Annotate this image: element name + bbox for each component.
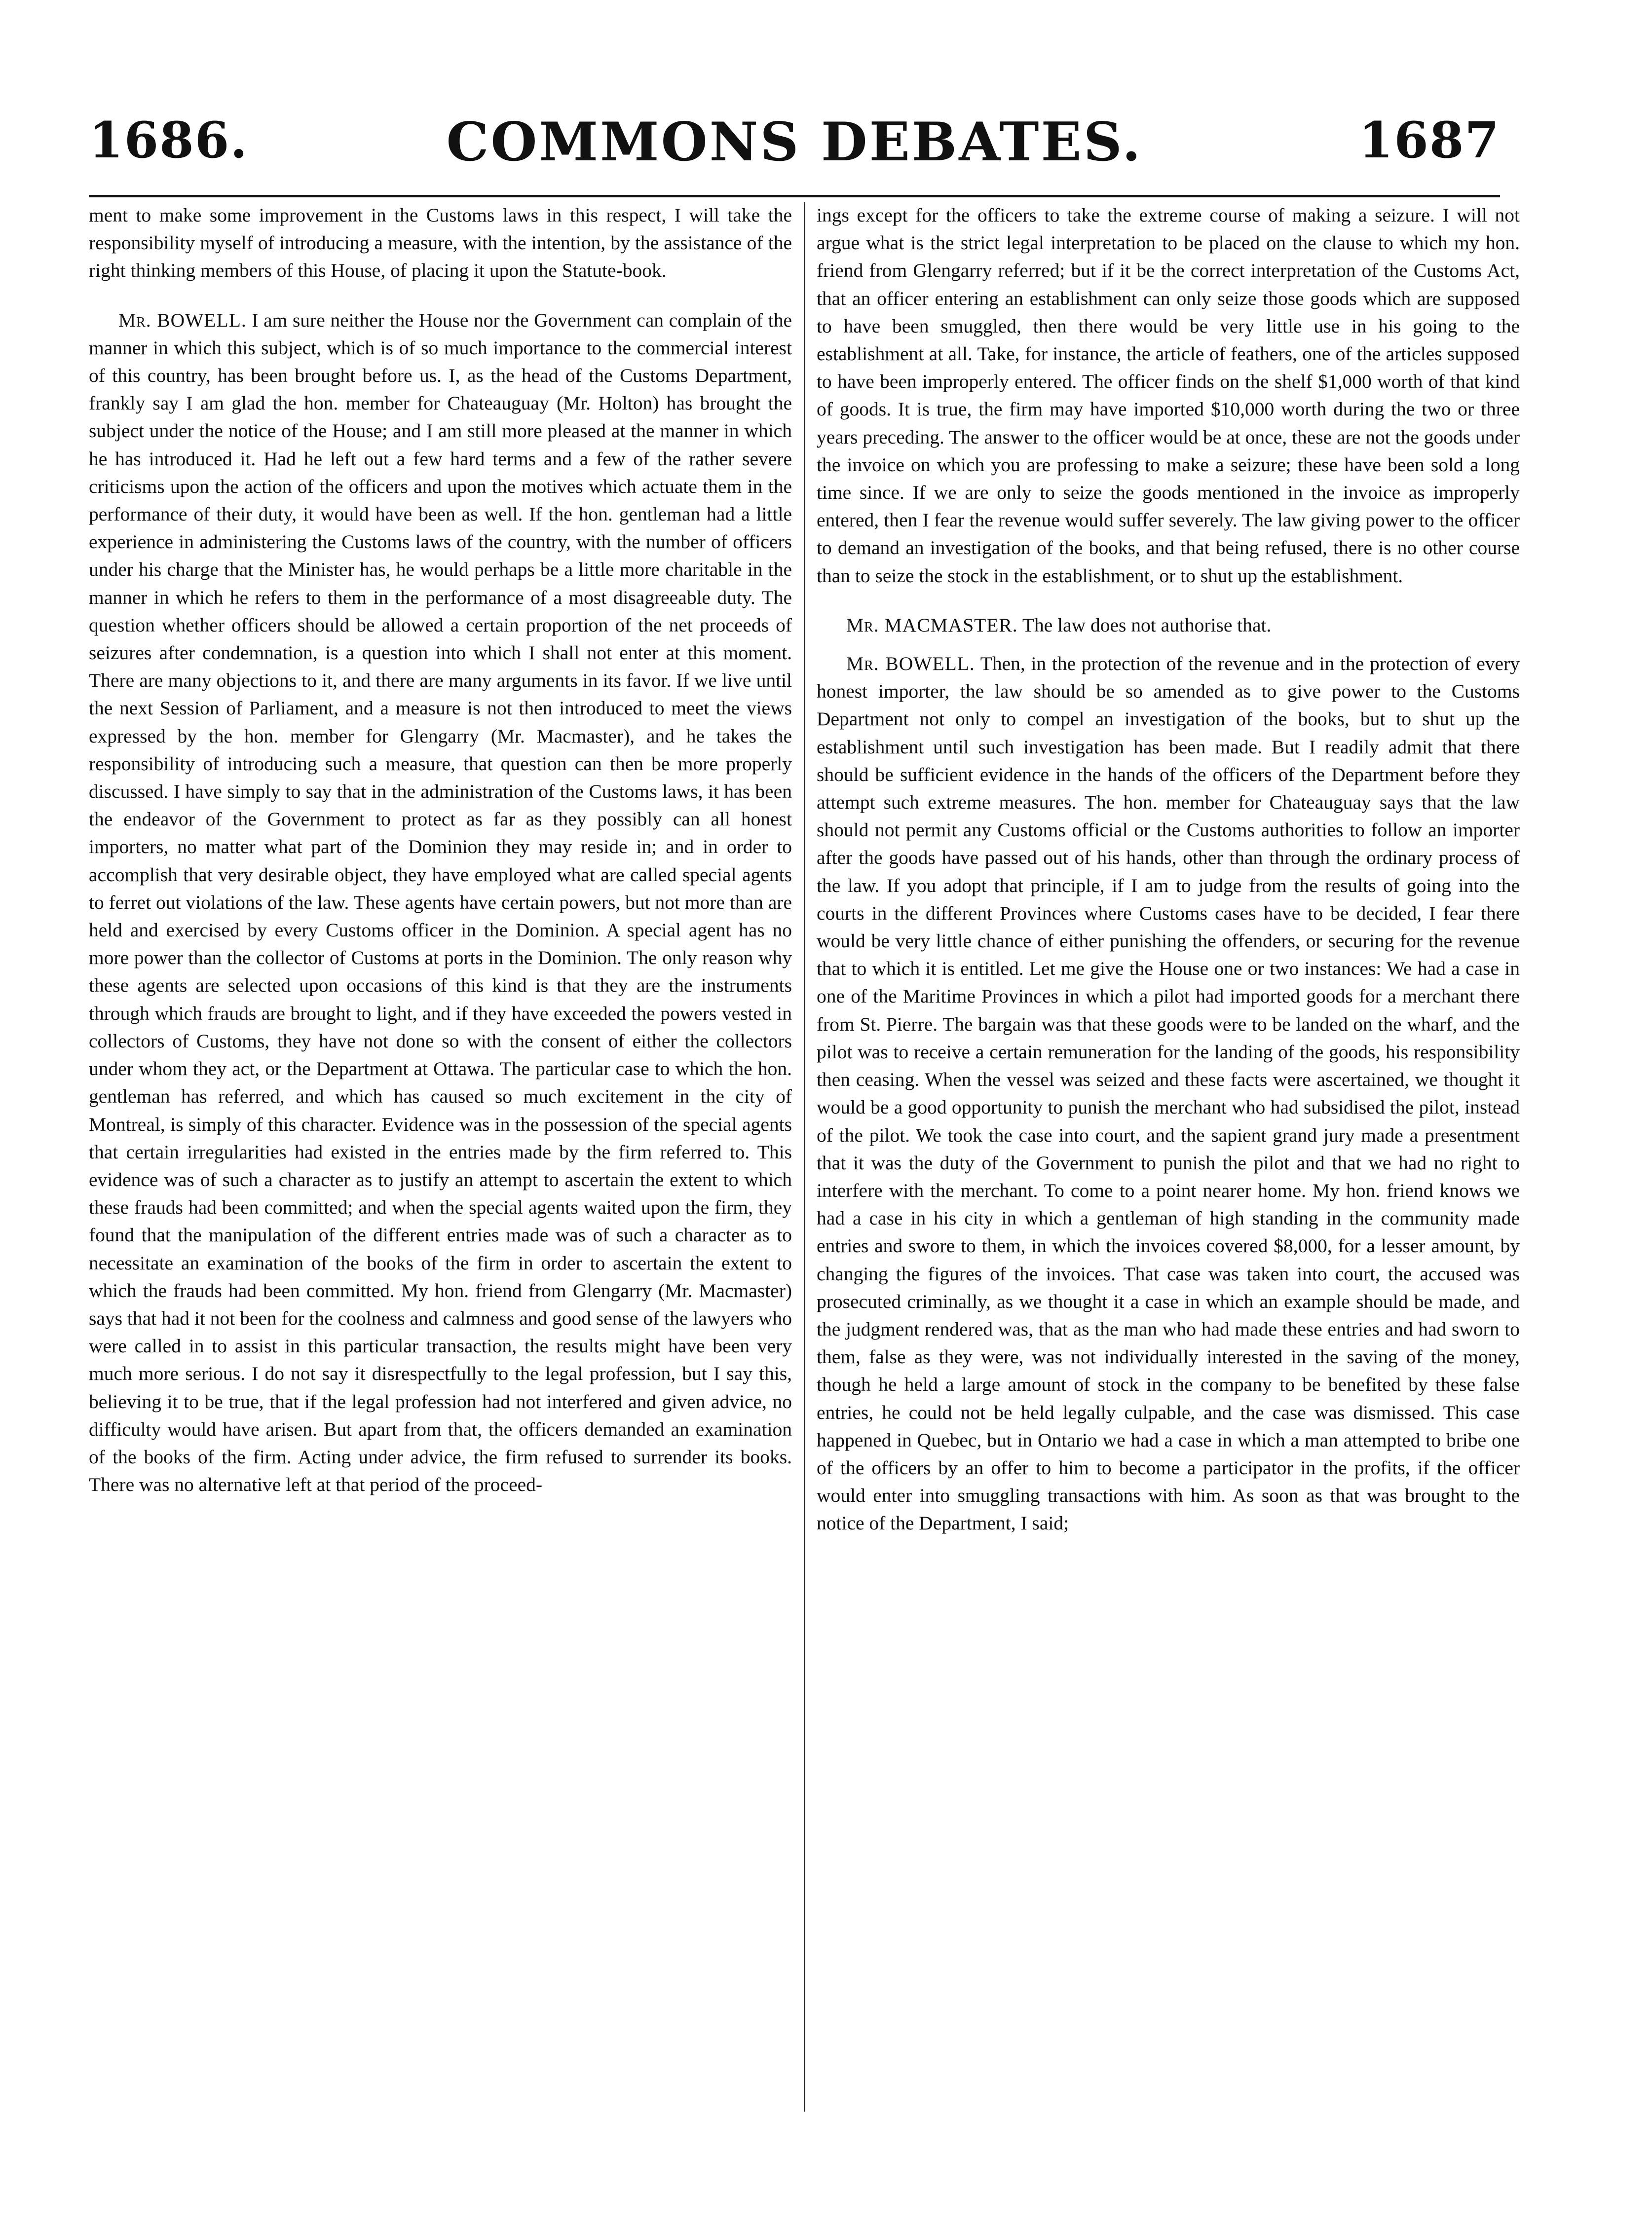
speech-text: Then, in the protection of the revenue and in the protection of every honest importer, the law should be so amended as to give power to the Customs Department not only to compel an investigation of the books, but to shut up the establishment until such investigation has been made. But I readily admit that there should be sufficient evidence in the hands of the officers of the Department before they attempt such extreme measures. The hon. member for Chateauguay says that the law should not permit any Customs official or the Customs authorities to follow an importer after the goods have passed out of his hands, other than through the ordinary process of the law. If you adopt that principle, if I am to judge from the results of going into the courts in the different Provinces where Customs cases have to be decided, I fear there would be very little chance of either punishing the offenders, or securing for the revenue that to which it is entitled. Let me give the House one or two instances: We had a case in one of the Maritime Provinces in which a pilot had imported goods for a merchant there from St. Pierre. The bargain was that these goods were to be landed on the wharf, and the pilot was to receive a certain remuneration for the landing of the goods, his responsibility then ceasing. When the vessel was seized and these facts were ascertained, we thought it would be a good opportunity to punish the merchant who had subsidised the pilot, instead of the pilot. We took the case into court, and the sapient grand jury made a presentment that it was the duty of the Government to punish the pilot and that we had no right to interfere with the merchant. To come to a point nearer home. My hon. friend knows we had a case in his city in which a gentleman of high standing in the community made entries and swore to them, in which the invoices covered $8,000, for a lesser amount, by changing the figures of the invoices. That case was taken into court, the accused was prosecuted criminally, as we thought it a case in which an example should be made, and the judgment rendered was, that as the man who had made these entries and had sworn to them, false as they were, was not individually interested in the saving of the money, though he held a large amount of stock in the company to be benefited by these false entries, he could not be held legally culpable, and the case was dismissed. This case happened in Quebec, but in Ontario we had a case in which a man attempted to bribe one of the officers by an offer to him to become a participator in the profits, if the officer would enter into smuggling transactions with him. As soon as that was brought to the notice of the Department, I said; xyxy=(817,653,1520,1534)
continued-paragraph: ment to make some improvement in the Customs laws in this respect, I will take the responsibility myself of introducing a measure, with the intention, by the assistance of the right thinking members of this House, of placing it upon the Statute-book. xyxy=(89,204,792,282)
page-header xyxy=(89,111,1500,195)
left-column xyxy=(89,201,792,2120)
column-divider xyxy=(804,202,805,2112)
speech-bowell xyxy=(89,306,792,1499)
continued-paragraph: ings except for the officers to take the extreme course of making a seizure. I will not argue what is the strict legal interpretation to be placed on the clause to which my hon. friend from Glengarry referred; but if it be the correct interpretation of the Customs Act, that an officer entering an establishment can only seize those goods which are supposed to have been smuggled, then there would be very little use in his going to the establishment at all. Take, for instance, the article of feathers, one of the articles supposed to have been improperly entered. The officer finds on the shelf $1,000 worth of that kind of goods. It is true, the firm may have imported $10,000 worth during the two or three years preceding. The answer to the officer would be at once, these are not the goods under the invoice on which you are professing to make a seizure; these have been sold a long time since. If we are only to seize the goods mentioned in the invoice as improperly entered, then I fear the revenue would suffer severely. The law giving power to the officer to demand an investigation of the books, and that being refused, there is no other course than to seize the stock in the establishment, or to shut up the establishment. xyxy=(817,204,1520,587)
running-title: COMMONS DEBATES. xyxy=(446,111,1143,173)
speech-text: I am sure neither the House nor the Government can complain of the manner in which this subject, which is of so much importance to the commercial interest of this country, has been brought before us. I, as the head of the Customs Department, frankly say I am glad the hon. member for Chateauguay (Mr. Holton) has brought the subject under the notice of the House; and I am still more pleased at the manner in which he has introduced it. Had he left out a few hard terms and a few of the rather severe criticisms upon the action of the officers and upon the motives which actuate them in the performance of their duty, it would have been as well. If the hon. gentleman had a little experience in administering the Customs laws of the country, with the number of officers under his charge that the Minister has, he would perhaps be a little more charitable in the manner in which he refers to them in the performance of a most disagreeable duty. The question whether officers should be allowed a certain proportion of the net proceeds of seizures after condemnation, is a question into which I shall not enter at this moment. There are many objections to it, and there are many arguments in its favor. If we live until the next Session of Parliament, and a measure is not then introduced to meet the views expressed by the hon. member for Glengarry (Mr. Macmaster), and he takes the responsibility of introducing such a measure, that question can then be more properly discussed. I have simply to say that in the administration of the Customs laws, it has been the endeavor of the Government to protect as far as they possibly can all honest importers, no matter what part of the Dominion they may reside in; and in order to accomplish that very desirable object, they have employed what are called special agents to ferret out violations of the law. These agents have certain powers, but not more than are held and exercised by every Customs officer in the Dominion. A special agent has no more power than the collector of Customs at ports in the Dominion. The only reason why these agents are selected upon occasions of this kind is that they are the instruments through which frauds are brought to light, and if they have exceeded the powers vested in collectors of Customs, they have not done so with the consent of either the collectors under whom they act, or the Department at Ottawa. The particular case to which the hon. gentleman has referred, and which has caused so much excitement in the city of Montreal, is simply of this character. Evidence was in the possession of the special agents that certain irregularities had existed in the entries made by the firm referred to. This evidence was of such a character as to justify an attempt to ascertain the extent to which these frauds had been committed; and when the special agents waited upon the firm, they found that the manipulation of the different entries made was of such a character as to necessitate an examination of the books of the firm in order to ascertain the extent to which the frauds had been committed. My hon. friend from Glengarry (Mr. Macmaster) says that had it not been for the coolness and calmness and good sense of the lawyers who were called in to assist in this particular transaction, the results might have been very much more serious. I do not say it disrespectfully to the legal profession, but I say this, believing it to be true, that if the legal profession had not interfered and given advice, no difficulty would have arisen. But apart from that, the officers demanded an examination of the books of the firm. Acting under advice, the firm refused to surrender its books. There was no alternative left at that period of the proceed- xyxy=(89,309,792,1496)
speech-macmaster xyxy=(817,611,1520,639)
left-page-number: 1686. xyxy=(89,111,249,169)
speech-text: The law does not authorise that. xyxy=(1022,614,1272,636)
right-column xyxy=(817,201,1520,2120)
speaker-name: Mr. BOWELL. xyxy=(118,309,247,331)
speaker-name: Mr. BOWELL. xyxy=(846,653,975,675)
speech-bowell xyxy=(817,650,1520,1537)
right-page-number: 1687 xyxy=(1358,111,1500,169)
header-rule xyxy=(89,195,1500,197)
speaker-name: Mr. MACMASTER. xyxy=(846,614,1018,636)
